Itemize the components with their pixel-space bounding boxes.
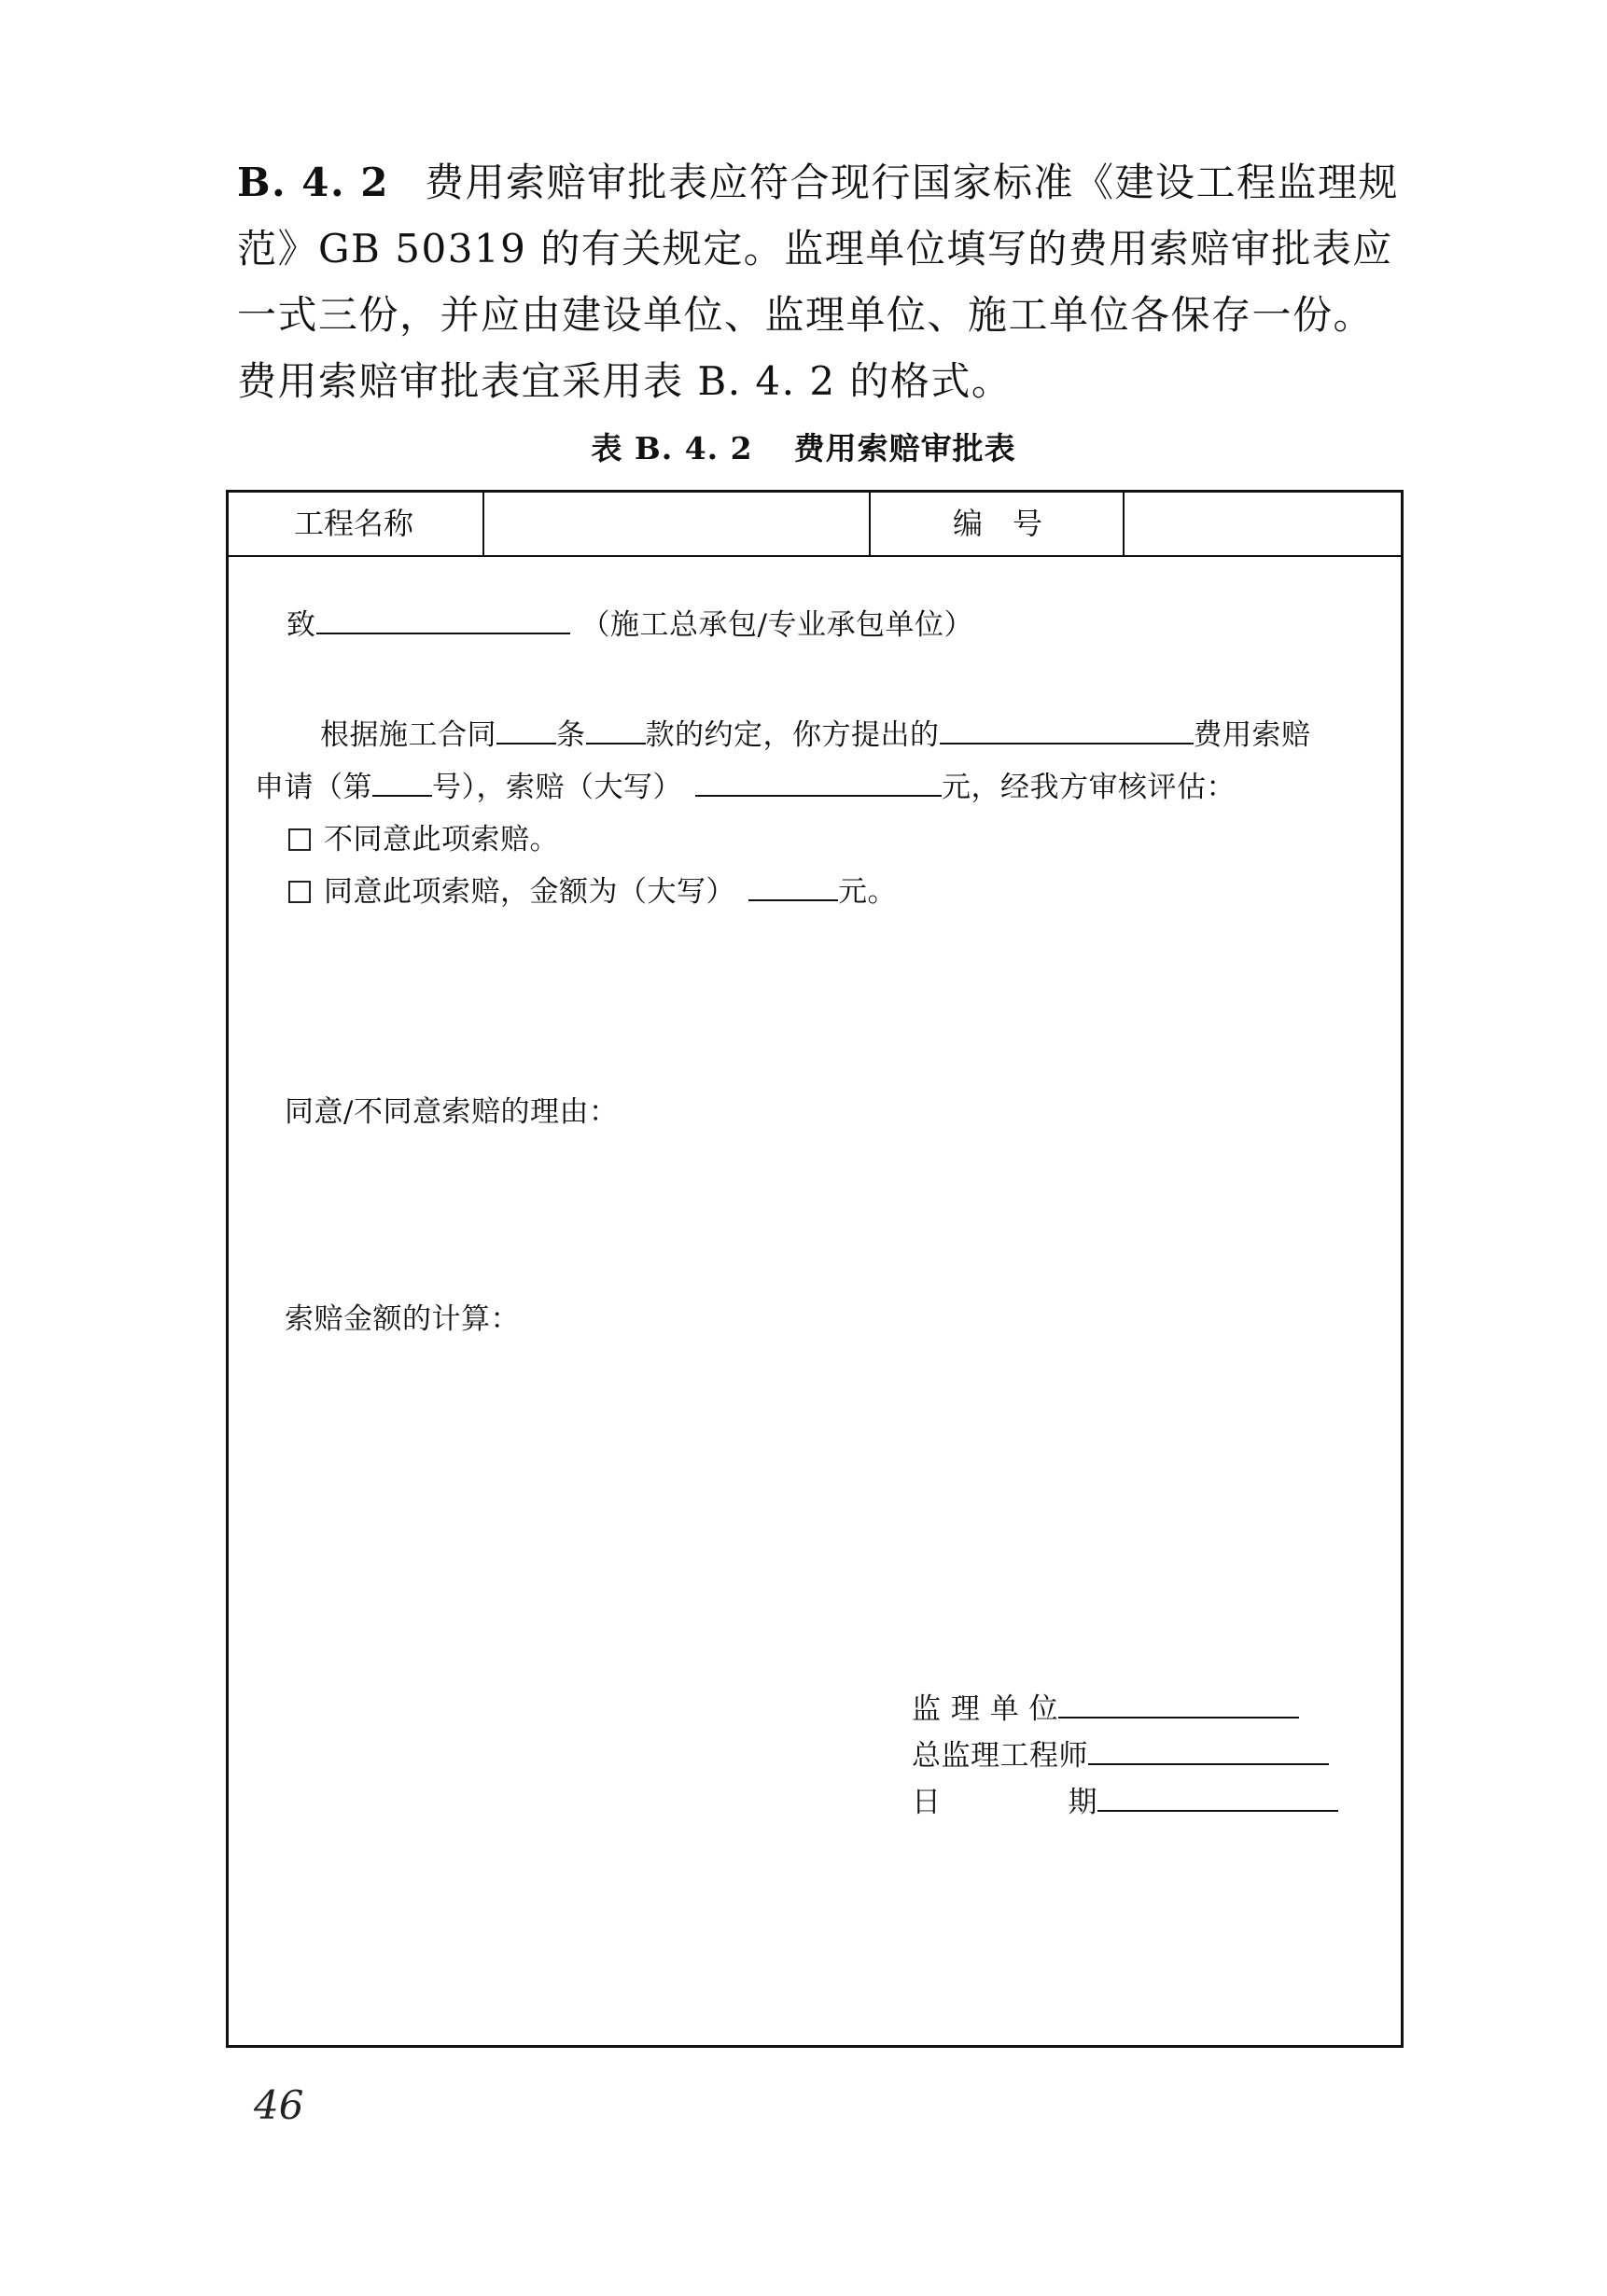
clause-line-1: B. 4. 2 费用索赔审批表应符合现行国家标准《建设工程监理规	[237, 160, 1399, 205]
clause-line-3: 一式三份，并应由建设单位、监理单位、施工单位各保存一份。	[237, 292, 1375, 338]
chief-engineer-line: 总监理工程师	[912, 1737, 1329, 1774]
clause-paragraph	[237, 149, 1411, 414]
clause-line-2: 范》GB 50319 的有关规定。监理单位填写的费用索赔审批表应	[237, 226, 1393, 271]
claim-amount-blank[interactable]	[695, 769, 942, 797]
header-divider	[482, 493, 484, 555]
header-divider	[869, 493, 871, 555]
chief-engineer-blank[interactable]	[1088, 1737, 1329, 1765]
date-line: 日 期	[912, 1784, 1338, 1821]
supervision-unit-blank[interactable]	[1058, 1691, 1299, 1719]
table-caption-number: 表 B. 4. 2	[591, 430, 753, 466]
form-header-row	[229, 493, 1401, 557]
serial-number-field[interactable]	[1126, 493, 1401, 555]
recipient-blank[interactable]	[316, 606, 570, 634]
page-number: 46	[254, 2082, 304, 2128]
clause-number: B. 4. 2	[237, 160, 389, 205]
table-caption	[0, 424, 1607, 468]
option-agree: 同意此项索赔，金额为（大写） 元。	[288, 873, 897, 911]
option-disagree: 不同意此项索赔。	[288, 821, 559, 858]
header-divider	[1123, 493, 1125, 555]
date-blank[interactable]	[1097, 1784, 1338, 1812]
disagree-checkbox[interactable]	[288, 828, 311, 851]
application-number-blank[interactable]	[372, 769, 432, 797]
project-name-field[interactable]	[486, 493, 865, 555]
agree-checkbox[interactable]	[288, 881, 311, 903]
supervision-unit-line: 监 理 单 位	[912, 1691, 1299, 1728]
reason-label: 同意/不同意索赔的理由：	[285, 1095, 619, 1129]
serial-number-label: 编 号	[953, 506, 1043, 541]
clause-line-4: 费用索赔审批表宜采用表 B. 4. 2 的格式。	[237, 358, 1013, 404]
claim-approval-form	[226, 490, 1404, 2048]
contract-article-blank[interactable]	[496, 717, 556, 744]
claim-subject-blank[interactable]	[940, 717, 1194, 744]
calculation-label: 索赔金额的计算：	[285, 1302, 520, 1336]
claim-body-line-2: 申请（第 号），索赔（大写） 元，经我方审核评估：	[255, 771, 1236, 804]
project-name-label: 工程名称	[294, 506, 414, 541]
approved-amount-blank[interactable]	[748, 873, 838, 901]
table-caption-title: 费用索赔审批表	[793, 430, 1016, 466]
claim-body-line-1: 根据施工合同 条 款的约定，你方提出的 费用索赔	[320, 718, 1311, 752]
contract-clause-blank[interactable]	[586, 717, 646, 744]
recipient-line: 致 （施工总承包/专业承包单位）	[286, 608, 973, 642]
